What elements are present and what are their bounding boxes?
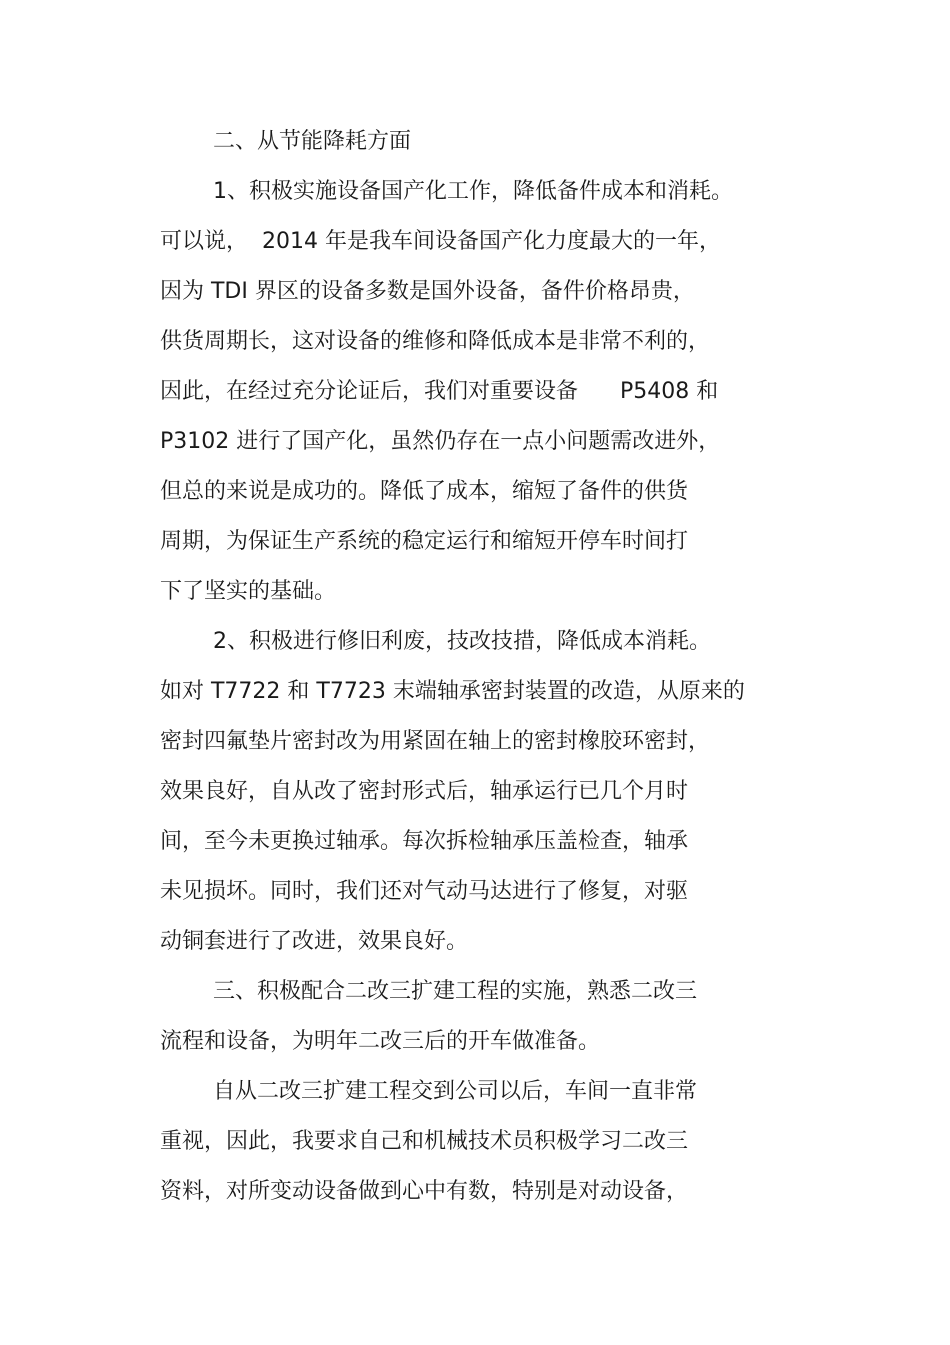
paragraph-line: 但总的来说是成功的。降低了成本，缩短了备件的供货	[160, 479, 689, 504]
paragraph-line: 密封四氟垫片密封改为用紧固在轴上的密封橡胶环密封，	[160, 729, 711, 754]
paragraph-line: 效果良好，自从改了密封形式后，轴承运行已几个月时	[160, 779, 689, 804]
paragraph-line: 因为 TDI 界区的设备多数是国外设备，备件价格昂贵，	[160, 279, 695, 304]
item-2-heading: 2、积极进行修旧利废，技改技措，降低成本消耗。	[213, 629, 711, 654]
section-heading-energy-saving: 二、从节能降耗方面	[213, 129, 412, 154]
paragraph-line: 动铜套进行了改进，效果良好。	[160, 929, 469, 954]
paragraph-line: 如对 T7722 和 T7723 末端轴承密封装置的改造，从原来的	[160, 679, 745, 704]
paragraph-line: 可以说， 2014 年是我车间设备国产化力度最大的一年，	[160, 229, 721, 254]
paragraph-line: 资料，对所变动设备做到心中有数，特别是对动设备，	[160, 1179, 689, 1204]
section-heading-expansion: 三、积极配合二改三扩建工程的实施，熟悉二改三	[213, 979, 698, 1004]
paragraph-line: 重视，因此，我要求自己和机械技术员积极学习二改三	[160, 1129, 689, 1154]
item-1-heading: 1、积极实施设备国产化工作，降低备件成本和消耗。	[213, 179, 733, 204]
paragraph-line: P3102 进行了国产化，虽然仍存在一点小问题需改进外，	[160, 429, 721, 454]
paragraph-first-line: 自从二改三扩建工程交到公司以后，车间一直非常	[213, 1079, 698, 1104]
paragraph-line: 间，至今未更换过轴承。每次拆检轴承压盖检查，轴承	[160, 829, 689, 854]
paragraph-line: 供货周期长，这对设备的维修和降低成本是非常不利的，	[160, 329, 711, 354]
paragraph-line: 流程和设备，为明年二改三后的开车做准备。	[160, 1029, 601, 1054]
paragraph-line: 下了坚实的基础。	[160, 579, 337, 604]
paragraph-line: 未见损坏。同时，我们还对气动马达进行了修复，对驱	[160, 879, 689, 904]
paragraph-line: 因此，在经过充分论证后，我们对重要设备 P5408 和	[160, 379, 719, 404]
paragraph-line: 周期，为保证生产系统的稳定运行和缩短开停车时间打	[160, 529, 689, 554]
